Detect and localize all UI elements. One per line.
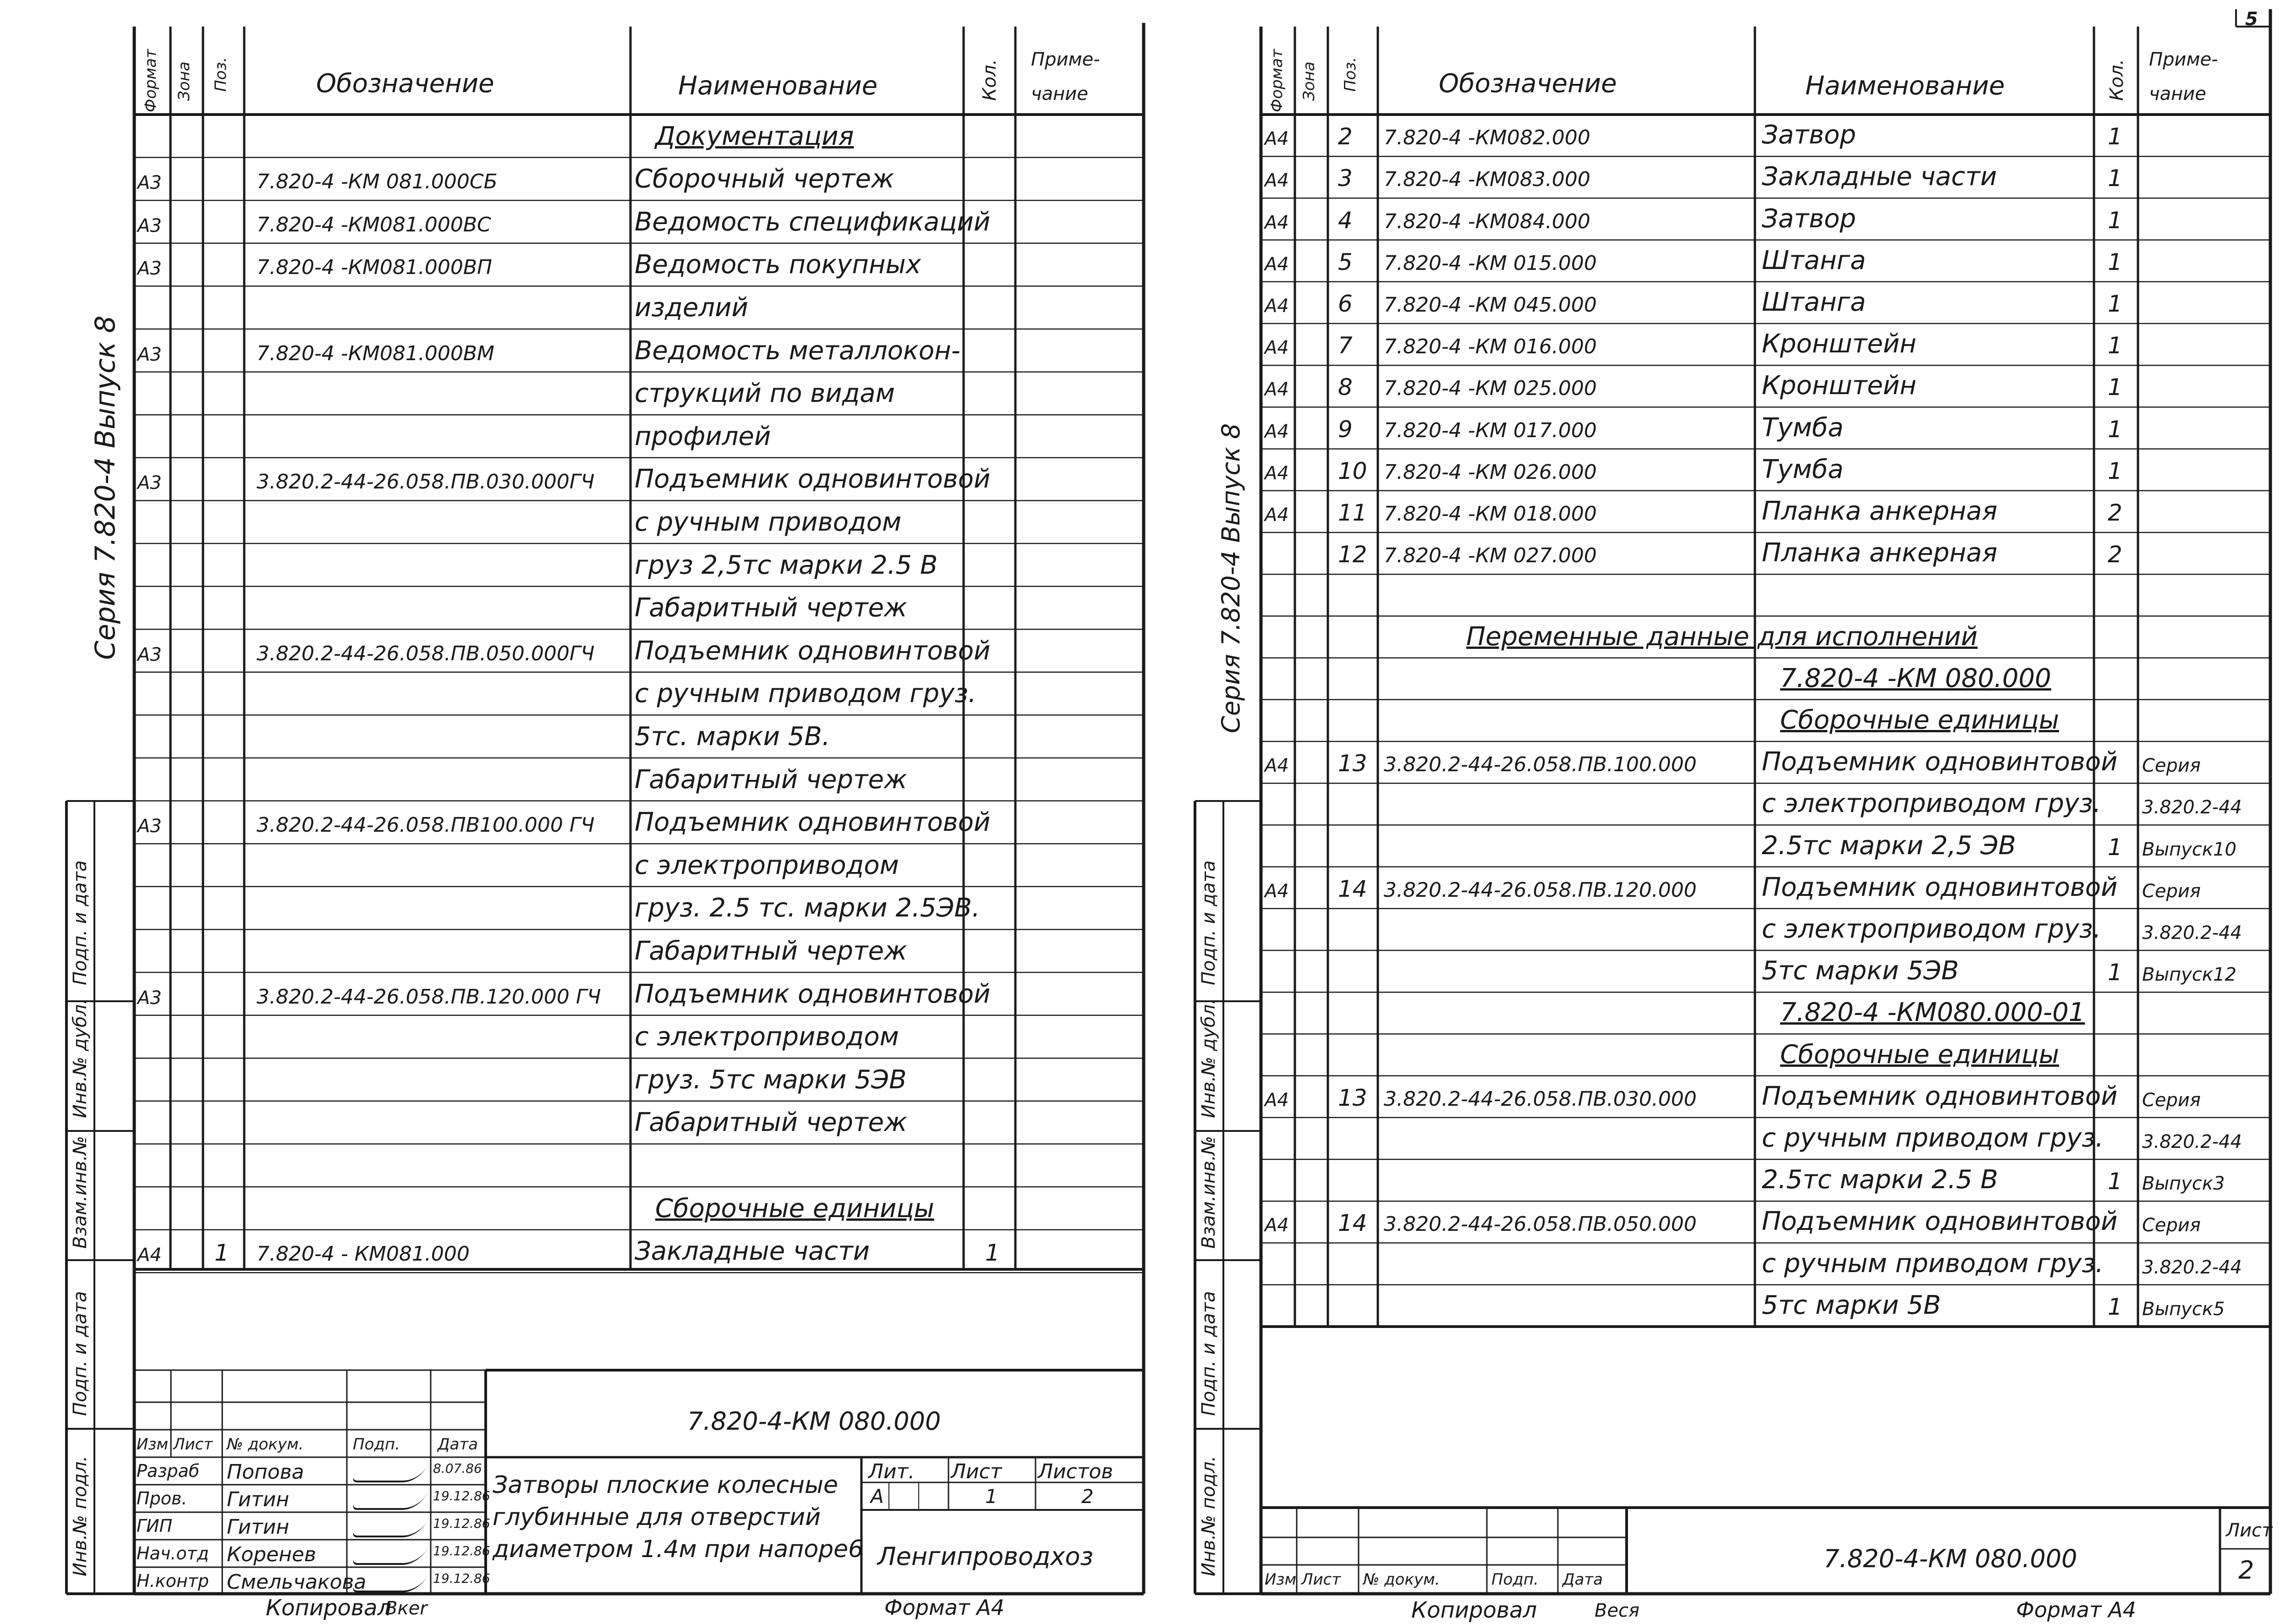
left-tb-org: Ленгипроводхоз bbox=[877, 1542, 1094, 1571]
right-side-series: Серия 7.820-4 Выпуск 8 bbox=[1217, 423, 1245, 733]
cell-name: Закладные части bbox=[635, 1236, 870, 1267]
cell-qty: 2 bbox=[2108, 541, 2122, 568]
cell-name: Подъемник одновинтовой bbox=[1762, 1207, 2118, 1237]
left-tb-lit-value: А bbox=[871, 1485, 884, 1508]
right-tb-col-list: Лист bbox=[1301, 1570, 1341, 1589]
cell-name: Габаритный чертеж bbox=[635, 936, 907, 966]
cell-name: Ведомость покупных bbox=[635, 250, 921, 280]
cell-note: Серия bbox=[2142, 1215, 2201, 1236]
right-header-qty: Кол. bbox=[2106, 59, 2127, 101]
cell-qty: 1 bbox=[2108, 416, 2122, 443]
right-tb-col-sign: Подп. bbox=[1491, 1570, 1539, 1589]
cell-name: 7.820-4 -КМ 080.000 bbox=[1780, 663, 2051, 693]
cell-note: Выпуск5 bbox=[2142, 1298, 2225, 1320]
cell-fmt: А4 bbox=[1265, 880, 1289, 902]
cell-pos: 12 bbox=[1338, 541, 1367, 568]
cell-name: 5тс марки 5ЭВ bbox=[1762, 956, 1959, 986]
cell-name: 5тс. марки 5В. bbox=[635, 722, 830, 752]
cell-des: 3.820.2-44-26.058.ПВ.120.000 bbox=[1384, 878, 1697, 902]
tb-person-date: 19.12.86 bbox=[433, 1571, 490, 1586]
tb-person-name: Гитин bbox=[227, 1515, 290, 1539]
left-header-name: Наименование bbox=[678, 71, 878, 101]
left-header-zone: Зона bbox=[175, 61, 193, 101]
right-header-note-2: чание bbox=[2149, 83, 2206, 104]
cell-pos: 2 bbox=[1338, 123, 1353, 150]
cell-pos: 13 bbox=[1338, 750, 1367, 777]
cell-des: 7.820-4 -КМ 018.000 bbox=[1384, 502, 1597, 526]
cell-qty: 1 bbox=[2108, 834, 2122, 861]
cell-qty: 1 bbox=[2108, 165, 2122, 192]
right-tb-code: 7.820-4-КМ 080.000 bbox=[1824, 1544, 2077, 1573]
cell-name: Сборочный чертеж bbox=[635, 164, 894, 194]
cell-name: Тумба bbox=[1762, 412, 1844, 443]
left-side-field-2: Инв.№ дубл. bbox=[70, 999, 91, 1118]
cell-name: с электроприводом груз. bbox=[1762, 914, 2101, 944]
right-header-name: Наименование bbox=[1805, 71, 2005, 101]
right-copied: Копировал bbox=[1411, 1597, 1537, 1623]
cell-fmt: А4 bbox=[1265, 296, 1289, 317]
cell-qty: 1 bbox=[2108, 457, 2122, 484]
cell-qty: 1 bbox=[2108, 332, 2122, 359]
tb-person-role: Пров. bbox=[137, 1488, 187, 1509]
left-tb-sheets-label: Листов bbox=[1038, 1460, 1113, 1483]
cell-des: 3.820.2-44-26.058.ПВ100.000 ГЧ bbox=[257, 813, 595, 837]
left-side-field-1: Подп. и дата bbox=[70, 860, 91, 985]
cell-qty: 1 bbox=[2108, 374, 2122, 401]
cell-qty: 1 bbox=[2108, 123, 2122, 150]
cell-des: 7.820-4 -КМ084.000 bbox=[1384, 209, 1590, 233]
left-tb-code: 7.820-4-КМ 080.000 bbox=[687, 1407, 941, 1436]
cell-name: с ручным приводом груз. bbox=[1762, 1123, 2104, 1153]
cell-name: Подъемник одновинтовой bbox=[635, 807, 991, 838]
left-header-format: Формат bbox=[142, 49, 160, 112]
cell-des: 7.820-4 -КМ 015.000 bbox=[1384, 251, 1597, 275]
cell-fmt: А3 bbox=[137, 215, 162, 236]
right-side-field-2: Инв.№ дубл. bbox=[1198, 999, 1219, 1118]
cell-pos: 14 bbox=[1338, 875, 1367, 902]
cell-fmt: А4 bbox=[1265, 253, 1289, 275]
cell-pos: 7 bbox=[1338, 332, 1353, 359]
cell-name: с ручным приводом груз. bbox=[1762, 1248, 2104, 1278]
cell-pos: 9 bbox=[1338, 416, 1353, 443]
cell-fmt: А4 bbox=[1265, 755, 1289, 777]
cell-fmt: А4 bbox=[1265, 505, 1289, 526]
left-header-note-1: Приме- bbox=[1031, 49, 1100, 70]
right-tb-sheet-value: 2 bbox=[2238, 1556, 2254, 1585]
cell-des: 7.820-4 -КМ081.000ВМ bbox=[257, 341, 494, 365]
cell-name: Подъемник одновинтовой bbox=[635, 636, 991, 666]
cell-name: изделий bbox=[635, 293, 748, 323]
cell-note: 3.820.2-44 bbox=[2142, 1256, 2242, 1278]
cell-qty: 1 bbox=[2108, 959, 2122, 986]
left-header-qty: Кол. bbox=[979, 59, 1000, 101]
right-side-field-4: Подп. и дата bbox=[1198, 1291, 1219, 1416]
cell-qty: 1 bbox=[2108, 207, 2122, 234]
cell-des: 3.820.2-44-26.058.ПВ.050.000ГЧ bbox=[257, 642, 595, 665]
right-page-corner: 5 bbox=[2245, 9, 2258, 30]
left-copied: Копировал bbox=[266, 1595, 392, 1621]
cell-name: 5тс марки 5В bbox=[1762, 1290, 1941, 1320]
cell-name: Планка анкерная bbox=[1762, 538, 1998, 568]
left-tb-sheet-label: Лист bbox=[951, 1460, 1002, 1483]
cell-name: Затвор bbox=[1762, 203, 1856, 234]
cell-name: Кронштейн bbox=[1762, 329, 1917, 359]
cell-name: 2.5тс марки 2,5 ЭВ bbox=[1762, 830, 2016, 861]
cell-name: Сборочные единицы bbox=[1780, 705, 2059, 735]
cell-name: Подъемник одновинтовой bbox=[635, 979, 991, 1009]
cell-name: Кронштейн bbox=[1762, 371, 1917, 401]
cell-des: 7.820-4 - КМ081.000 bbox=[257, 1242, 470, 1266]
cell-pos: 8 bbox=[1338, 374, 1353, 401]
cell-des: 3.820.2-44-26.058.ПВ.100.000 bbox=[1384, 753, 1697, 777]
cell-fmt: А4 bbox=[1265, 170, 1289, 192]
right-header-pos: Поз. bbox=[1341, 57, 1359, 92]
cell-pos: 11 bbox=[1338, 499, 1367, 526]
cell-fmt: А3 bbox=[137, 258, 162, 280]
cell-name: Сборочные единицы bbox=[655, 1193, 934, 1223]
right-side-field-1: Подп. и дата bbox=[1198, 860, 1219, 985]
cell-des: 7.820-4 -КМ081.000ВП bbox=[257, 256, 493, 280]
cell-pos: 3 bbox=[1338, 165, 1353, 192]
cell-des: 3.820.2-44-26.058.ПВ.030.000ГЧ bbox=[257, 470, 595, 494]
cell-note: 3.820.2-44 bbox=[2142, 922, 2242, 944]
tb-person-role: Разраб bbox=[137, 1461, 200, 1481]
cell-fmt: А4 bbox=[1265, 1089, 1289, 1111]
right-tb-col-doc: № докум. bbox=[1363, 1570, 1440, 1589]
cell-qty: 1 bbox=[2108, 248, 2122, 275]
cell-name: Сборочные единицы bbox=[1780, 1039, 2059, 1070]
left-tb-title-3: диаметром 1.4м при напоре6 bbox=[493, 1536, 864, 1563]
cell-name: Габаритный чертеж bbox=[635, 593, 907, 623]
cell-fmt: А3 bbox=[137, 816, 162, 837]
right-side-field-5: Инв.№ подл. bbox=[1198, 1455, 1219, 1576]
cell-name: профилей bbox=[635, 421, 771, 451]
cell-name: с электроприводом bbox=[635, 1022, 899, 1052]
cell-fmt: А3 bbox=[137, 472, 162, 494]
tb-person-date: 19.12.86 bbox=[433, 1488, 490, 1503]
cell-des: 7.820-4 -КМ 017.000 bbox=[1384, 418, 1597, 442]
cell-name: Штанга bbox=[1762, 287, 1866, 317]
left-tb-col-sign: Подп. bbox=[353, 1435, 400, 1454]
cell-fmt: А4 bbox=[1265, 1215, 1289, 1236]
left-tb-col-list: Лист bbox=[173, 1435, 213, 1454]
cell-name: Документация bbox=[655, 121, 854, 151]
left-side-field-4: Подп. и дата bbox=[70, 1291, 91, 1416]
right-tb-col-izm: Изм bbox=[1265, 1570, 1297, 1589]
cell-fmt: А4 bbox=[1265, 421, 1289, 442]
right-header-format: Формат bbox=[1268, 49, 1286, 112]
cell-note: 3.820.2-44 bbox=[2142, 1131, 2242, 1152]
tb-person-name: Коренев bbox=[227, 1543, 316, 1566]
cell-name: Закладные части bbox=[1762, 162, 1997, 192]
right-side-field-3: Взам.инв.№ bbox=[1198, 1136, 1219, 1249]
cell-des: 7.820-4 -КМ 016.000 bbox=[1384, 335, 1597, 359]
cell-name: груз. 5тс марки 5ЭВ bbox=[635, 1064, 907, 1095]
left-header-pos: Поз. bbox=[212, 57, 230, 92]
cell-fmt: А4 bbox=[1265, 379, 1289, 401]
cell-fmt: А4 bbox=[1265, 212, 1289, 233]
cell-note: 3.820.2-44 bbox=[2142, 797, 2242, 818]
right-copied-sign: Веся bbox=[1595, 1600, 1640, 1621]
left-header-designation: Обозначение bbox=[316, 69, 494, 99]
cell-pos: 5 bbox=[1338, 248, 1353, 275]
cell-fmt: А3 bbox=[137, 344, 162, 365]
cell-name: Ведомость спецификаций bbox=[635, 207, 991, 237]
left-tb-sheets-value: 2 bbox=[1081, 1485, 1094, 1508]
cell-fmt: А4 bbox=[1265, 128, 1289, 150]
cell-fmt: А3 bbox=[137, 987, 162, 1009]
cell-name: 7.820-4 -КМ080.000-01 bbox=[1780, 998, 2085, 1028]
left-side-field-5: Инв.№ подл. bbox=[70, 1455, 91, 1576]
tb-person-date: 19.12.86 bbox=[433, 1516, 490, 1531]
cell-name: Габаритный чертеж bbox=[635, 764, 907, 795]
cell-qty: 1 bbox=[2108, 1168, 2122, 1195]
cell-name: с ручным приводом груз. bbox=[635, 679, 976, 709]
right-tb-col-date: Дата bbox=[1562, 1570, 1603, 1589]
cell-name: 2.5тс марки 2.5 В bbox=[1762, 1165, 1998, 1195]
tb-person-name: Смельчакова bbox=[227, 1570, 367, 1594]
left-tb-col-izm: Изм bbox=[137, 1435, 169, 1454]
cell-name: струкций по видам bbox=[635, 379, 895, 409]
right-format: Формат А4 bbox=[2016, 1597, 2136, 1622]
cell-des: 7.820-4 -КМ 027.000 bbox=[1384, 544, 1597, 568]
left-side-field-3: Взам.инв.№ bbox=[70, 1136, 91, 1249]
cell-name: Тумба bbox=[1762, 454, 1844, 484]
left-side-series: Серия 7.820-4 Выпуск 8 bbox=[89, 315, 121, 660]
tb-person-name: Гитин bbox=[227, 1488, 290, 1511]
cell-name: Подъемник одновинтовой bbox=[1762, 1081, 2118, 1111]
cell-name: Ведомость металлокон- bbox=[635, 335, 960, 366]
cell-pos: 10 bbox=[1338, 457, 1367, 484]
right-header-designation: Обозначение bbox=[1439, 69, 1617, 99]
cell-name: Подъемник одновинтовой bbox=[1762, 872, 2118, 902]
cell-note: Выпуск3 bbox=[2142, 1173, 2225, 1195]
left-tb-col-date: Дата bbox=[438, 1435, 478, 1454]
cell-name: Затвор bbox=[1762, 120, 1856, 150]
cell-fmt: А4 bbox=[1265, 462, 1289, 484]
cell-pos: 6 bbox=[1338, 291, 1353, 317]
left-copied-sign: Вкеr bbox=[385, 1598, 428, 1619]
tb-person-name: Попова bbox=[227, 1460, 304, 1484]
cell-des: 7.820-4 -КМ 081.000СБ bbox=[257, 170, 498, 194]
left-header-note-2: чание bbox=[1031, 83, 1088, 104]
right-header-note-1: Приме- bbox=[2149, 49, 2218, 70]
tb-person-date: 19.12.86 bbox=[433, 1543, 490, 1558]
cell-des: 7.820-4 -КМ082.000 bbox=[1384, 126, 1590, 150]
cell-name: с ручным приводом bbox=[635, 507, 902, 537]
right-header-zone: Зона bbox=[1300, 61, 1318, 101]
cell-name: Штанга bbox=[1762, 245, 1866, 275]
cell-section-heading: Переменные данные для исполнений bbox=[1466, 621, 1978, 652]
cell-qty: 2 bbox=[2108, 499, 2122, 526]
cell-des: 3.820.2-44-26.058.ПВ.050.000 bbox=[1384, 1213, 1697, 1236]
cell-note: Выпуск12 bbox=[2142, 964, 2236, 986]
cell-name: Габаритный чертеж bbox=[635, 1108, 907, 1138]
tb-person-date: 8.07.86 bbox=[433, 1461, 482, 1476]
tb-person-role: Н.контр bbox=[137, 1571, 209, 1591]
cell-name: Подъемник одновинтовой bbox=[635, 464, 991, 494]
cell-pos: 1 bbox=[214, 1240, 229, 1267]
cell-name: груз. 2.5 тс. марки 2.5ЭВ. bbox=[635, 893, 980, 923]
cell-qty: 1 bbox=[985, 1240, 1000, 1267]
left-tb-title-2: глубинные для отверстий bbox=[493, 1503, 821, 1531]
cell-pos: 4 bbox=[1338, 207, 1353, 234]
left-tb-title-1: Затворы плоские колесные bbox=[493, 1471, 838, 1499]
cell-des: 7.820-4 -КМ083.000 bbox=[1384, 168, 1590, 192]
cell-name: с электроприводом груз. bbox=[1762, 789, 2101, 819]
cell-qty: 1 bbox=[2108, 1293, 2122, 1320]
cell-name: с электроприводом bbox=[635, 850, 899, 880]
left-format: Формат А4 bbox=[884, 1595, 1004, 1620]
cell-des: 7.820-4 -КМ 045.000 bbox=[1384, 293, 1597, 317]
cell-note: Серия bbox=[2142, 755, 2201, 777]
cell-fmt: А3 bbox=[137, 172, 162, 194]
left-tb-lit-label: Лит. bbox=[868, 1460, 915, 1483]
cell-note: Серия bbox=[2142, 1089, 2201, 1111]
cell-des: 3.820.2-44-26.058.ПВ.120.000 ГЧ bbox=[257, 985, 601, 1009]
tb-person-role: ГИП bbox=[137, 1516, 173, 1536]
cell-des: 7.820-4 -КМ081.000ВС bbox=[257, 213, 491, 236]
tb-person-role: Нач.отд bbox=[137, 1543, 209, 1564]
cell-fmt: А3 bbox=[137, 644, 162, 665]
cell-des: 7.820-4 -КМ 025.000 bbox=[1384, 377, 1597, 401]
cell-pos: 13 bbox=[1338, 1084, 1367, 1111]
left-tb-sheet-value: 1 bbox=[985, 1485, 998, 1508]
cell-des: 3.820.2-44-26.058.ПВ.030.000 bbox=[1384, 1087, 1697, 1111]
cell-name: Планка анкерная bbox=[1762, 496, 1998, 526]
cell-name: груз 2,5тс марки 2.5 В bbox=[635, 550, 938, 580]
cell-fmt: А4 bbox=[137, 1245, 162, 1266]
cell-note: Серия bbox=[2142, 880, 2201, 902]
cell-note: Выпуск10 bbox=[2142, 839, 2236, 860]
cell-fmt: А4 bbox=[1265, 337, 1289, 359]
cell-qty: 1 bbox=[2108, 291, 2122, 317]
cell-name: Подъемник одновинтовой bbox=[1762, 747, 2118, 777]
cell-des: 7.820-4 -КМ 026.000 bbox=[1384, 460, 1597, 484]
cell-pos: 14 bbox=[1338, 1210, 1367, 1237]
left-tb-col-doc: № докум. bbox=[227, 1435, 304, 1454]
right-tb-sheet-label: Лист bbox=[2226, 1520, 2273, 1541]
